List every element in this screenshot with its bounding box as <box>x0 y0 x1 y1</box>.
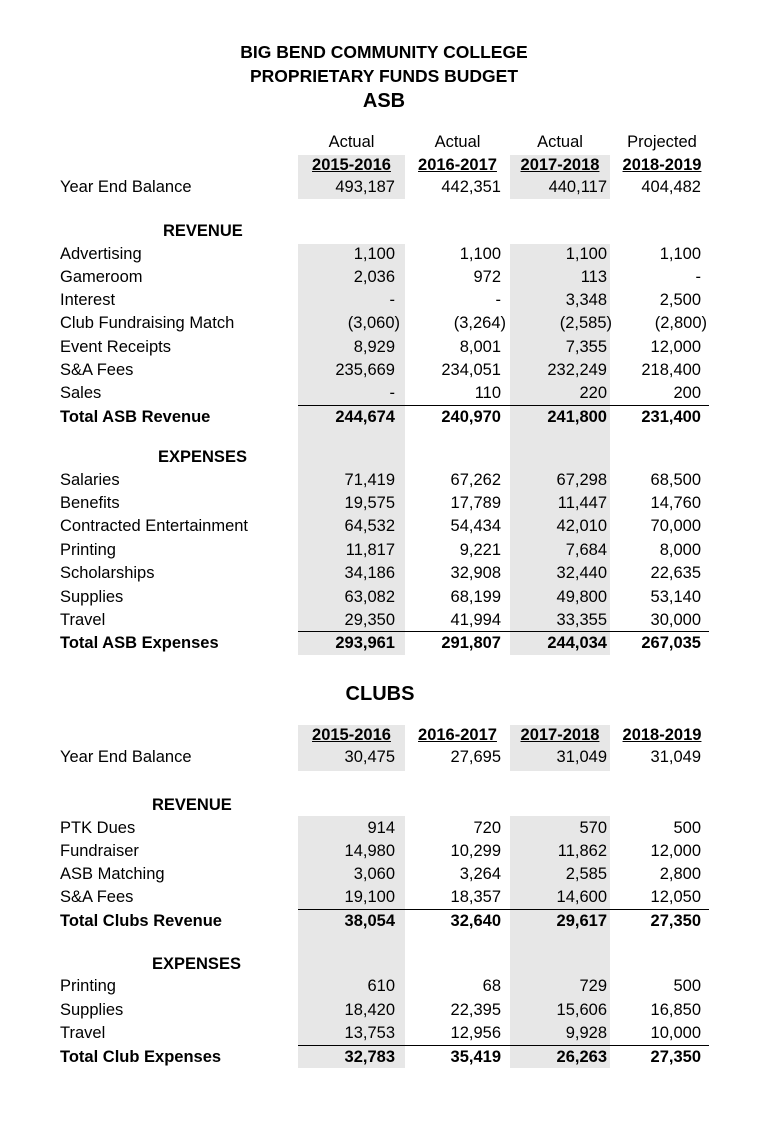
row-label: Supplies <box>60 588 124 606</box>
row-value: 68,199 <box>450 588 501 606</box>
table-row <box>0 863 768 886</box>
row-value: 15,606 <box>556 1001 607 1019</box>
row-value: 231,400 <box>641 408 701 426</box>
row-value: 63,082 <box>344 588 395 606</box>
row-value: 18,357 <box>450 888 501 906</box>
row-value: 32,440 <box>556 564 607 582</box>
row-label: Salaries <box>60 471 120 489</box>
row-value: 22,395 <box>450 1001 501 1019</box>
row-label: ASB Matching <box>60 865 165 883</box>
row-value: 68,500 <box>650 471 701 489</box>
row-value: 291,807 <box>441 634 501 652</box>
row-value: (3,264) <box>453 314 506 332</box>
row-value: 11,817 <box>345 541 395 559</box>
row-value: 113 <box>580 268 607 286</box>
row-value: (3,060) <box>347 314 400 332</box>
row-label: Scholarships <box>60 564 155 582</box>
table-row <box>0 586 768 609</box>
row-label: PTK Dues <box>60 819 136 837</box>
row-value: 500 <box>673 977 701 995</box>
table-row <box>0 515 768 538</box>
row-value: 64,532 <box>344 517 395 535</box>
row-value: 404,482 <box>641 178 701 196</box>
row-value: 293,961 <box>335 634 395 652</box>
row-value: 7,684 <box>565 541 607 559</box>
row-value: (2,800) <box>654 314 707 332</box>
table-row <box>0 817 768 840</box>
row-value: 914 <box>367 819 395 837</box>
row-value: 32,908 <box>450 564 501 582</box>
row-value: 729 <box>579 977 607 995</box>
row-value: 32,640 <box>450 912 501 930</box>
clubs-col-year-2: 2017-2018 <box>520 726 600 744</box>
row-value: 11,862 <box>557 842 607 860</box>
asb-col-year-2: 2017-2018 <box>520 156 600 174</box>
clubs-revenue-total-row <box>0 910 768 933</box>
asb-expenses-heading: EXPENSES <box>158 448 247 466</box>
row-value: 440,117 <box>548 178 607 196</box>
row-value: 30,000 <box>650 611 701 629</box>
table-row <box>0 1022 768 1045</box>
row-value: 244,674 <box>335 408 395 426</box>
row-value: 232,249 <box>547 361 607 379</box>
row-value: 267,035 <box>641 634 701 652</box>
row-value: - <box>695 268 701 286</box>
row-value: 500 <box>673 819 701 837</box>
table-row <box>0 336 768 359</box>
row-value: 610 <box>367 977 395 995</box>
row-value: 11,447 <box>557 494 607 512</box>
row-label: Sales <box>60 384 102 402</box>
row-value: 14,600 <box>556 888 607 906</box>
asb-heading: ASB <box>362 90 406 112</box>
table-row <box>0 359 768 382</box>
row-value: 29,617 <box>556 912 607 930</box>
table-row <box>0 609 768 632</box>
row-label: Fundraiser <box>60 842 139 860</box>
table-row <box>0 492 768 515</box>
table-row <box>0 562 768 585</box>
clubs-col-year-3: 2018-2019 <box>622 726 702 744</box>
row-label: Printing <box>60 977 116 995</box>
row-value: 8,929 <box>353 338 395 356</box>
row-value: 220 <box>579 384 607 402</box>
row-value: 442,351 <box>441 178 501 196</box>
row-value: 32,783 <box>344 1048 395 1066</box>
row-value: 67,262 <box>450 471 501 489</box>
table-row <box>0 999 768 1022</box>
row-label: Supplies <box>60 1001 124 1019</box>
row-value: (2,585) <box>559 314 612 332</box>
row-value: 8,000 <box>659 541 701 559</box>
row-value: 26,263 <box>556 1048 607 1066</box>
asb-year-end-balance-row <box>0 176 768 199</box>
row-label: Total Club Expenses <box>60 1048 222 1066</box>
row-label: Printing <box>60 541 116 559</box>
row-label: Travel <box>60 1024 106 1042</box>
asb-revenue-heading: REVENUE <box>163 222 243 240</box>
row-value: 12,000 <box>650 842 701 860</box>
asb-col-type-2: Actual <box>537 133 583 151</box>
row-value: 16,850 <box>650 1001 701 1019</box>
row-label: S&A Fees <box>60 361 134 379</box>
row-value: 8,001 <box>459 338 501 356</box>
row-value: 3,348 <box>565 291 607 309</box>
row-value: 720 <box>473 819 501 837</box>
row-value: 22,635 <box>650 564 701 582</box>
row-label: Total ASB Expenses <box>60 634 219 652</box>
row-label: Year End Balance <box>60 178 192 196</box>
row-value: 10,299 <box>450 842 501 860</box>
row-value: 7,355 <box>565 338 607 356</box>
clubs-col-year-1: 2016-2017 <box>418 726 497 744</box>
row-value: 71,419 <box>344 471 395 489</box>
row-label: Club Fundraising Match <box>60 314 235 332</box>
row-value: 54,434 <box>450 517 501 535</box>
table-row <box>0 975 768 998</box>
asb-expenses-total-row <box>0 632 768 655</box>
row-label: S&A Fees <box>60 888 134 906</box>
row-label: Advertising <box>60 245 142 263</box>
row-value: 110 <box>474 384 501 402</box>
row-value: 12,050 <box>650 888 701 906</box>
row-value: - <box>495 291 501 309</box>
row-label: Total Clubs Revenue <box>60 912 222 930</box>
row-label: Contracted Entertainment <box>60 517 249 535</box>
table-row <box>0 243 768 266</box>
row-value: 9,221 <box>459 541 501 559</box>
row-value: 10,000 <box>650 1024 701 1042</box>
row-value: 235,669 <box>335 361 395 379</box>
row-value: 1,100 <box>565 245 607 263</box>
row-value: 31,049 <box>556 748 607 766</box>
row-value: 53,140 <box>650 588 701 606</box>
row-label: Event Receipts <box>60 338 171 356</box>
row-value: 30,475 <box>344 748 395 766</box>
table-row <box>0 312 768 335</box>
row-value: 234,051 <box>441 361 501 379</box>
row-label: Total ASB Revenue <box>60 408 211 426</box>
row-value: 31,049 <box>650 748 701 766</box>
table-row <box>0 840 768 863</box>
row-value: 240,970 <box>441 408 501 426</box>
row-value: 3,264 <box>459 865 501 883</box>
row-value: 972 <box>473 268 501 286</box>
asb-col-type-1: Actual <box>434 133 481 151</box>
row-value: 27,350 <box>650 1048 701 1066</box>
row-label: Travel <box>60 611 106 629</box>
row-value: 241,800 <box>547 408 607 426</box>
table-row <box>0 539 768 562</box>
budget-title: PROPRIETARY FUNDS BUDGET <box>249 66 519 86</box>
row-value: 14,760 <box>650 494 701 512</box>
table-row <box>0 382 768 405</box>
row-value: 18,420 <box>344 1001 395 1019</box>
asb-col-year-0: 2015-2016 <box>312 156 391 174</box>
row-value: 12,000 <box>650 338 701 356</box>
asb-col-type-3: Projected <box>627 133 697 151</box>
table-row <box>0 289 768 312</box>
row-label: Year End Balance <box>60 748 192 766</box>
row-value: 1,100 <box>353 245 395 263</box>
asb-col-year-3: 2018-2019 <box>622 156 702 174</box>
row-value: 1,100 <box>659 245 701 263</box>
row-label: Benefits <box>60 494 120 512</box>
row-value: 1,100 <box>459 245 501 263</box>
row-value: 2,500 <box>659 291 701 309</box>
row-value: 41,994 <box>450 611 501 629</box>
row-value: 27,695 <box>450 748 501 766</box>
table-row <box>0 469 768 492</box>
row-value: 218,400 <box>641 361 701 379</box>
row-value: 570 <box>579 819 607 837</box>
row-label: Gameroom <box>60 268 143 286</box>
row-value: 38,054 <box>344 912 395 930</box>
row-value: 3,060 <box>353 865 395 883</box>
row-value: 12,956 <box>450 1024 501 1042</box>
college-title: BIG BEND COMMUNITY COLLEGE <box>240 42 528 62</box>
row-value: 17,789 <box>450 494 501 512</box>
asb-col-type-0: Actual <box>328 133 375 151</box>
row-value: 19,100 <box>344 888 395 906</box>
row-value: 2,585 <box>565 865 607 883</box>
asb-revenue-total-row <box>0 406 768 429</box>
row-value: 33,355 <box>556 611 607 629</box>
row-value: 27,350 <box>650 912 701 930</box>
clubs-expenses-total-row <box>0 1046 768 1069</box>
clubs-year-end-balance-row <box>0 746 768 769</box>
table-row <box>0 266 768 289</box>
row-value: 70,000 <box>650 517 701 535</box>
row-value: 49,800 <box>556 588 607 606</box>
clubs-heading: CLUBS <box>345 683 415 705</box>
clubs-col-year-0: 2015-2016 <box>312 726 391 744</box>
table-row <box>0 886 768 909</box>
row-value: - <box>389 384 395 402</box>
row-value: 42,010 <box>556 517 607 535</box>
asb-col-year-1: 2016-2017 <box>418 156 497 174</box>
row-value: 9,928 <box>565 1024 607 1042</box>
row-value: 13,753 <box>344 1024 395 1042</box>
row-value: 14,980 <box>344 842 395 860</box>
row-value: 67,298 <box>556 471 607 489</box>
row-value: 35,419 <box>450 1048 501 1066</box>
row-label: Interest <box>60 291 116 309</box>
clubs-revenue-heading: REVENUE <box>152 796 232 814</box>
row-value: 34,186 <box>344 564 395 582</box>
row-value: 2,800 <box>659 865 701 883</box>
row-value: 200 <box>673 384 701 402</box>
row-value: 68 <box>482 977 501 995</box>
row-value: 493,187 <box>335 178 395 196</box>
row-value: 29,350 <box>344 611 395 629</box>
row-value: 19,575 <box>344 494 395 512</box>
row-value: 244,034 <box>547 634 607 652</box>
row-value: 2,036 <box>353 268 395 286</box>
row-value: - <box>389 291 395 309</box>
clubs-expenses-heading: EXPENSES <box>152 955 241 973</box>
